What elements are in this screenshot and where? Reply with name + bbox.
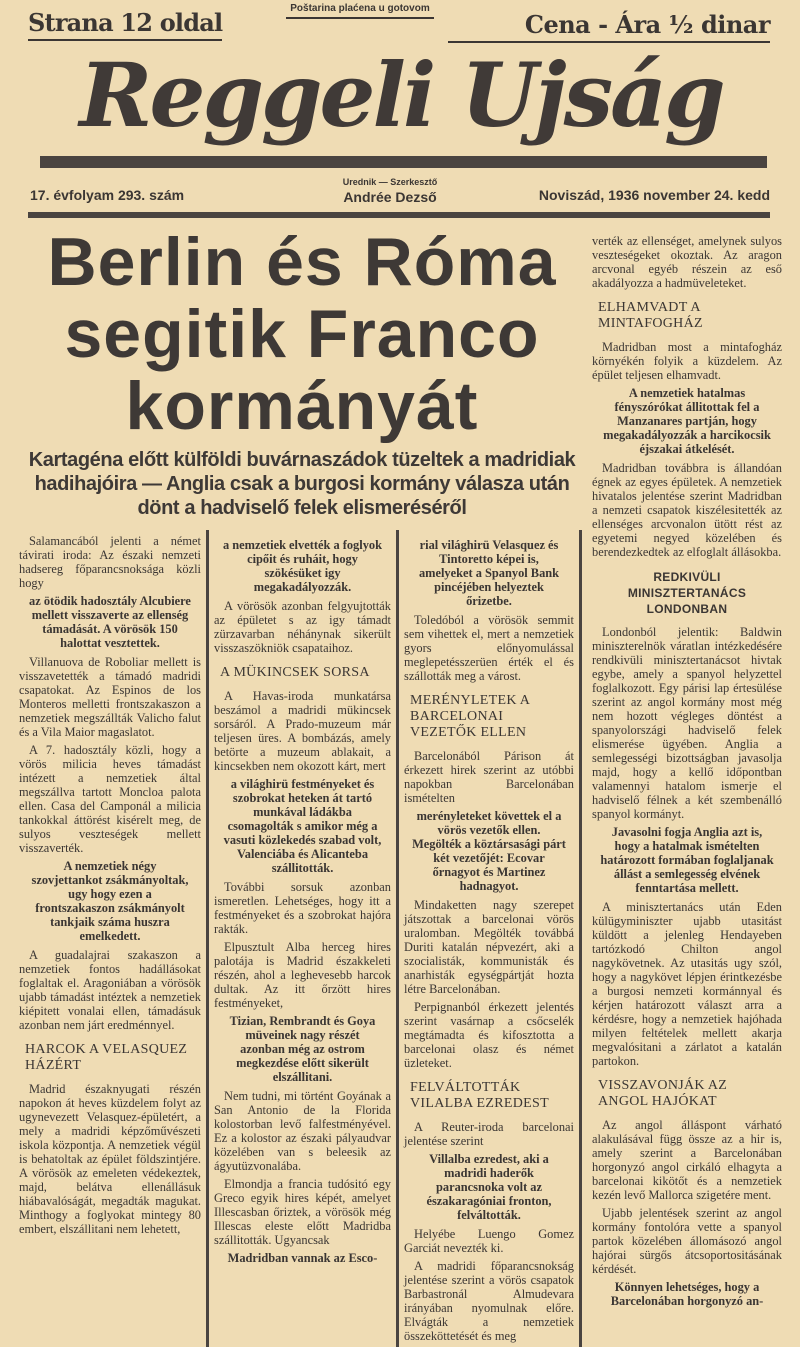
article-columns: [14, 530, 582, 1347]
dateline: Noviszád, 1936 november 24. kedd: [538, 187, 770, 203]
section-heading: A MÜKINCSEK SORSA: [220, 665, 370, 680]
paragraph: Toledóból a vörösök semmit sem vihettek el, mert a nemzetiek gyors előnyomulással meglepetésszerüen érték el és szállották meg a várost.: [404, 613, 574, 683]
paragraph: Az angol álláspont várható alakulásával függ össze az a hir is, amely szerint a Barcelonában horgonyzó angol cirkáló elhagyta a barcelonai kikötőt és a nemzetiek kezén levő Mallorca szigetére ment.: [592, 1118, 782, 1202]
paragraph: Barcelonából Párison át érkezett hirek szerint az utóbbi napokban Barcelonában ismételten: [404, 749, 574, 805]
paragraph: További sorsuk azonban ismeretlen. Lehetséges, hogy itt a festményeket és a szobrokat hajóra rakták.: [214, 880, 391, 936]
paragraph: Salamancából jelenti a német távirati iroda: Az északi nemzeti hadsereg főparancsnoksága közli hogy: [19, 534, 201, 590]
editor-name: Andrée Dezső: [343, 189, 437, 205]
highlighted-paragraph: az ötödik hadosztály Alcubiere mellett visszaverte az ellenség támadását. A vörösök 150 halottat vesztettek.: [29, 594, 191, 650]
newspaper-title: Reggeli Ujság: [79, 43, 723, 147]
paragraph: Madridban továbbra is állandóan égnek az egyes épületek. A nemzetiek hivatalos jelentése szerint Madridban a nemzeti csapatok kiszélesitették az ellenséges arcvonalon ütött rést az egyetemi negyed közelében és berendezkedtek az elfoglalt állásokba.: [592, 461, 782, 559]
paragraph: A vörösök azonban felgyujtották az épületet s az igy támadt zürzavarban néhánynak sikerült visszaszökniök csapataihoz.: [214, 599, 391, 655]
highlighted-paragraph: Javasolni fogja Anglia azt is, hogy a hatalmak ismételten határozott formában foglaljanak állást a semlegesség elvének fenntartása mellett.: [600, 825, 774, 895]
paragraph: Mindaketten nagy szerepet játszottak a barcelonai vörös uralomban. Megölték továbbá Duriti katalán népvezért, aki a szocialisták, kommunisták és anarhisták egységpártját hozta létre Barcelonában.: [404, 898, 574, 996]
article-column-3: [396, 530, 582, 1347]
highlighted-paragraph: A nemzetiek hatalmas fényszórókat állitottak fel a Manzanares partján, hogy megakadályozzák a harcikocsik éjszakai átkelését.: [603, 386, 771, 456]
paragraph: Perpignanból érkezett jelentés szerint vasárnap a csőcselék megtámadta és kifosztotta a barcelonai olasz és német üzleteket.: [404, 1000, 574, 1070]
lead-story-block: [14, 226, 582, 1347]
paragraph: A madridi főparancsnokság jelentése szerint a vörös csapatok Barbastronál Almudevara irányában nyomulnak előre. Elvágták a nemzetiek összeköttetését és meg: [404, 1259, 574, 1343]
price: Cena - Ára ½ dinar: [448, 10, 770, 43]
section-heading: MERÉNYLETEK A BARCELONAI VEZETŐK ELLEN: [410, 693, 530, 740]
paragraph: verték az ellenséget, amelynek sulyos veszteségeket okoztak. Az aragon arcvonal egyéb részein az eső akadályozza a hadmüveleteket.: [592, 234, 782, 290]
masthead-bar: [40, 156, 767, 168]
section-heading: HARCOK A VELASQUEZ HÁZÉRT: [25, 1042, 188, 1073]
headline-line: kormányát: [125, 368, 479, 444]
paragraph: A guadalajrai szakaszon a nemzetiek fontos hadállásokat foglaltak el. Aragoniában a vörösök ujabb támadást intéztek a nemzetiek kiépitett vonalai ellen, támadásuk azonban nem járt eredménnyel.: [19, 948, 201, 1032]
highlighted-paragraph: merényleteket követtek el a vörös vezetők ellen. Megölték a köztársasági párt két vezetőjét: Ecovar őrnagyot és Martinez hadnagyot.: [412, 809, 566, 893]
highlighted-paragraph: Madridban vannak az Esco-: [227, 1251, 378, 1265]
lead-headline: [22, 226, 582, 442]
article-column-4: [592, 234, 782, 1313]
headline-line: Berlin és Róma: [47, 224, 557, 300]
paragraph: Helyébe Luengo Gomez Garciát nevezték ki.: [404, 1227, 574, 1255]
paragraph: A Havas-iroda munkatársa beszámol a madridi mükincsek sorsáról. A Prado-muzeum már teljesen üres. A bombázás, amely betörte a muzeum ablakait, a kincsekben nem okozott kárt, mert: [214, 689, 391, 773]
postage-note: Poštarina plaćena u gotovom: [286, 3, 434, 19]
paragraph: A 7. hadosztály közli, hogy a vörös milicia heves támadást intézett a nemzetiek által megszállva tartott Moncloa palota ellen. Casa del Camponál a milicia tankokkal áttörést kisérelt meg, de sulyos veszteségek mellett visszaverték.: [19, 743, 201, 855]
paragraph: Nem tudni, mi történt Goyának a San Antonio de la Florida kolostorban levő falfestményével. Ez a kolostor az északi pályaudvar közelében van s beleesik az ágyutüzvonalába.: [214, 1089, 391, 1173]
page-count: Strana 12 oldal: [28, 8, 222, 41]
editor-label: Urednik — Szerkesztő: [342, 177, 438, 187]
issue-number: 17. évfolyam 293. szám: [30, 187, 185, 203]
paragraph: Londonból jelentik: Baldwin miniszterelnök váratlan intézkedésére rendkivüli minisztertanácsot hivtak egybe, amely a spanyol helyzettel foglalkozott. Egy párisi lap értesülése szerint az angol kormány most még nem hozott végleges döntést a spanyolországi hadviselő felek elismerése ügyében. Anglia a semlegességi bizottságban javasolja majd, hogy a kellő időpontban valamennyi hatalom ismerje el hadviselő félnek a két szembenálló spanyol kormányt.: [592, 625, 782, 821]
highlighted-paragraph: A nemzetiek négy szovjettankot zsákmányoltak, ugy hogy ezen a frontszakaszon zsákmányolt tankjaik száma huszra emelkedett.: [31, 859, 189, 943]
paragraph: Madrid északnyugati részén napokon át heves küzdelem folyt az ugynevezett Velasquez-épületért, a mely a madridi képzőművészeti iskola központja. A nemzetiek végül is behatoltak az épület földszintjére. A vörösök az emeleten védekeztek, majd, belátva ellenállásuk hiábavalóságát, megadták magukat. Minthogy a foglyokat mintegy 80 embert, elszállitani nem lehetett,: [19, 1082, 201, 1236]
highlighted-paragraph: a nemzetiek elvették a foglyok cipőit és ruháit, hogy szökésüket igy megakadályozzák.: [223, 538, 382, 594]
section-heading: FELVÁLTOTTÁK VILALBA EZREDEST: [410, 1080, 549, 1111]
highlighted-paragraph: Könnyen lehetséges, hogy a Barcelonában horgonyzó an-: [610, 1280, 764, 1308]
section-heading: ELHAMVADT A MINTAFOGHÁZ: [598, 300, 703, 331]
paragraph: A Reuter-iroda barcelonai jelentése szerint: [404, 1120, 574, 1148]
paragraph: Elpusztult Alba herceg hires palotája is Madrid északkeleti részén, ahol a leghevesebb harcok dultak. Az itt őrzött hires festményeket,: [214, 940, 391, 1010]
highlighted-paragraph: rial világhirü Velasquez és Tintoretto képei is, amelyeket a Spanyol Bank pincéjében helyeztek őrizetbe.: [418, 538, 560, 608]
paragraph: Elmondja a francia tudósitó egy Greco egyik hires képét, amelyet Illescasban őriztek, a vörösök még Illescas eleste előtt Madridba szállitották. Ugyancsak: [214, 1177, 391, 1247]
highlighted-paragraph: a világhirü festményeket és szobrokat heteken át tartó munkával ládákba csomagolták s amikor még a vasuti közlekedés szabad volt, Valenciába és Alicanteba szállitották.: [223, 777, 382, 875]
highlighted-paragraph: Tizian, Rembrandt és Goya müveinek nagy részét azonban még az ostrom megkezdése előtt sikerült elszállitani.: [229, 1014, 376, 1084]
article-column-2: [206, 530, 396, 1347]
paragraph: Villanuova de Roboliar mellett is visszavetették a támadó madridi csapatokat. Az Espinos de los Monteros melletti frontszakaszon a nemzetiek megszállták Valicho falut és a Vila Maior magaslatot.: [19, 655, 201, 739]
article-column-1: [14, 530, 206, 1347]
section-heading: VISSZAVONJÁK AZ ANGOL HAJÓKAT: [598, 1078, 728, 1109]
headline-line: segitik Franco: [64, 296, 540, 372]
lead-subhead: Kartagéna előtt külföldi buvárnaszádok tüzeltek a madridiak hadihajóira — Anglia csak a burgosi kormány válasza után dönt a hadviselő felek elismeréséről: [28, 449, 576, 519]
header-rule: [28, 212, 770, 218]
paragraph: Ujabb jelentések szerint az angol kormány fontolóra vette a spanyol partok közelében állomásozó angol hajórai sürgős átcsoportositásának kérdését.: [592, 1206, 782, 1276]
paragraph: A minisztertanács után Eden külügyminiszter ujabb utasitást küldött a jelenleg Hendayeben tartózkodó Chilton angol nagykövetnek. Az utasitás ugy szól, hogy a nagykövet lépjen érintkezésbe a burgosi nemzeti kormánnyal és kérjen határozott választ arra a kérdésre, hogy a nemzetiek hajóhada milyen feltételek mellett akarja megvalósitani a zárlatot a katalán partokon.: [592, 900, 782, 1068]
section-heading: REDKIVÜLI MINISZTERTANÁCS LONDONBAN: [627, 570, 747, 616]
highlighted-paragraph: Villalba ezredest, aki a madridi haderők parancsnoka volt az északaragóniai fronton, felváltották.: [426, 1152, 552, 1222]
paragraph: Madridban most a mintafogház környékén folyik a küzdelem. Az épület teljesen elhamvadt.: [592, 340, 782, 382]
